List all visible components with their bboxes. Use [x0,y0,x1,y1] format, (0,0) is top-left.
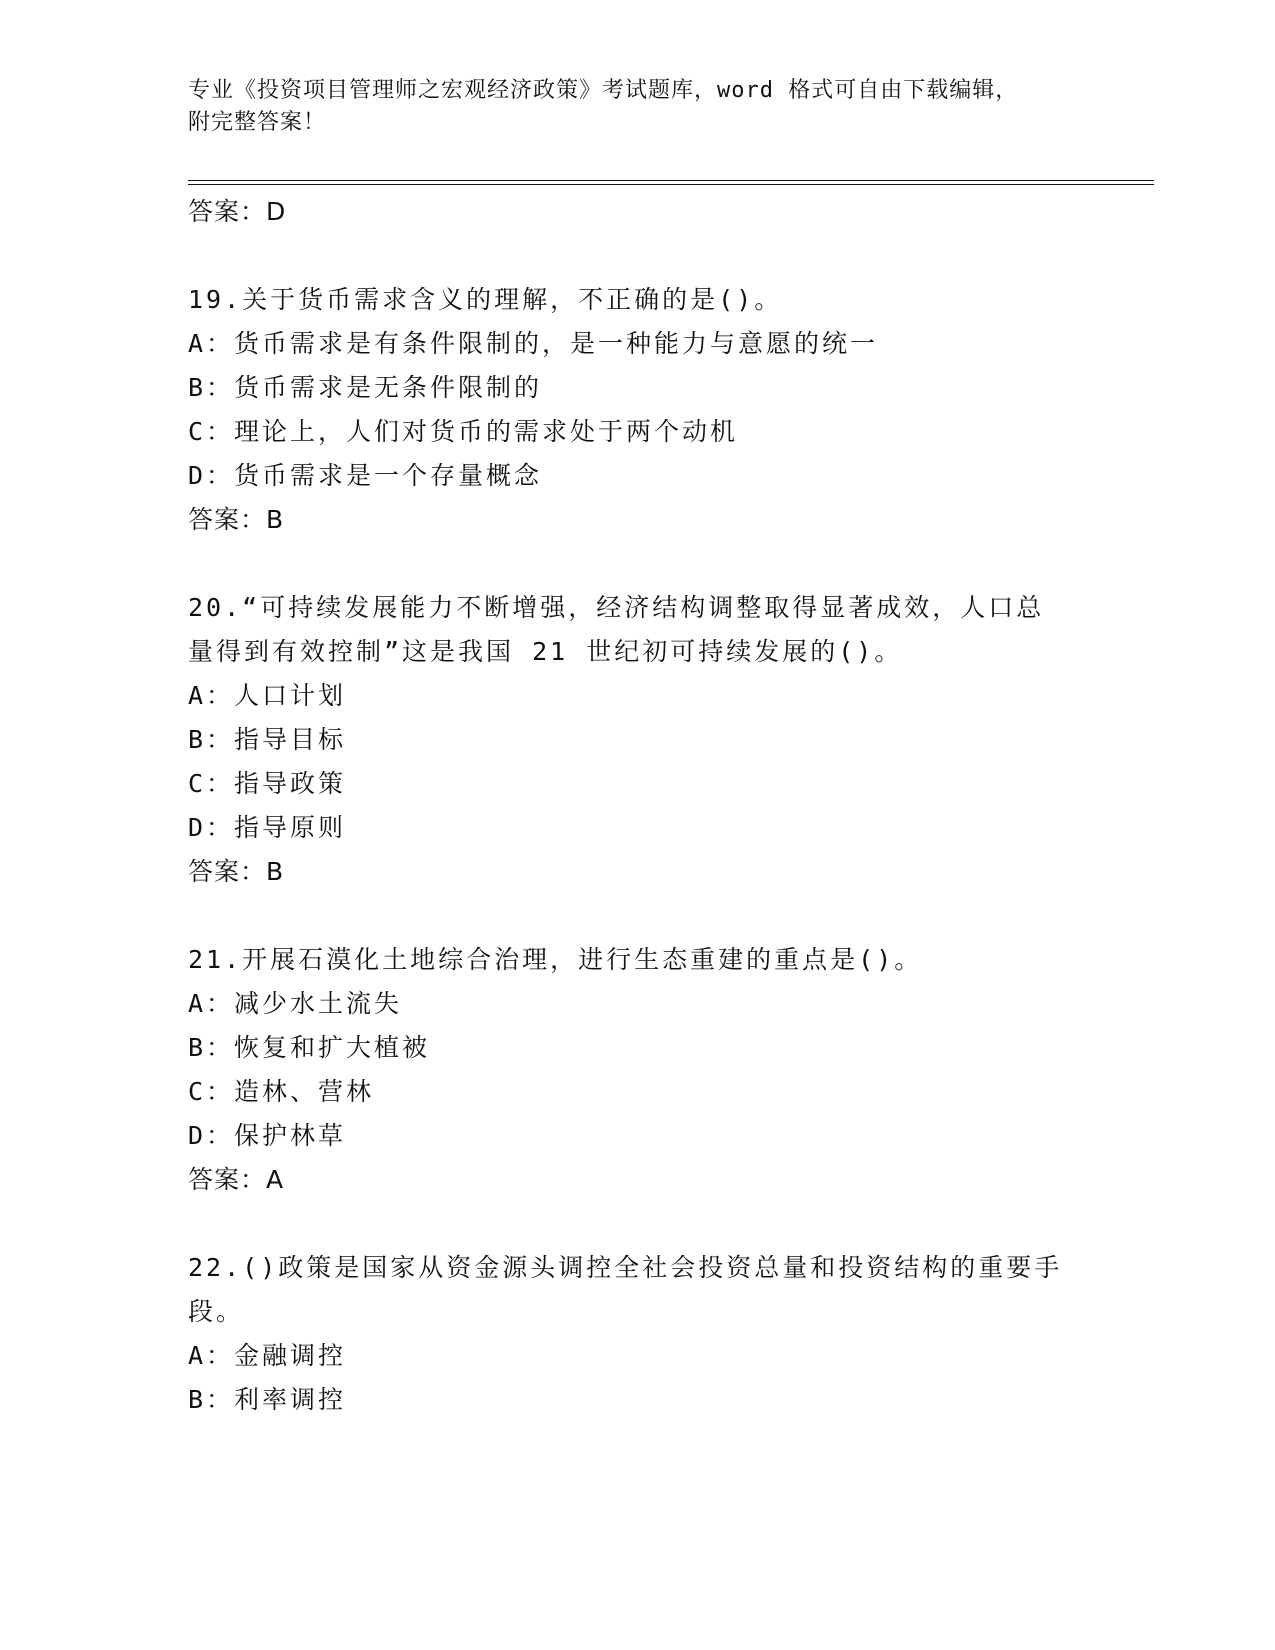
header-divider-top [188,180,1154,181]
question-21-option-a: A：减少水土流失 [188,989,403,1018]
answer-q19: 答案：B [188,505,285,534]
question-21-option-c: C：造林、营林 [188,1077,375,1106]
question-22-option-b: B：利率调控 [188,1385,347,1414]
question-22-stem-line-2: 段。 [188,1297,245,1326]
answer-q18: 答案：D [188,197,287,226]
answer-q21: 答案：A [188,1165,285,1194]
question-22-option-a: A：金融调控 [188,1341,347,1370]
question-20-stem-line-2: 量得到有效控制”这是我国 21 世纪初可持续发展的()。 [188,637,903,666]
question-20-option-c: C：指导政策 [188,769,347,798]
header-line-2: 附完整答案！ [188,110,327,135]
answer-q20: 答案：B [188,857,285,886]
question-19-option-d: D：货币需求是一个存量概念 [188,461,543,490]
question-20-option-d: D：指导原则 [188,813,347,842]
question-19-option-c: C：理论上，人们对货币的需求处于两个动机 [188,417,739,446]
header-line-1: 专业《投资项目管理师之宏观经济政策》考试题库，word 格式可自由下载编辑， [188,78,1019,103]
question-19-option-a: A：货币需求是有条件限制的，是一种能力与意愿的统一 [188,329,879,358]
header-divider-bottom [188,184,1154,185]
question-20-stem-line-1: 20.“可持续发展能力不断增强，经济结构调整取得显著成效，人口总 [188,593,1045,622]
question-20-option-b: B：指导目标 [188,725,347,754]
question-20-option-a: A：人口计划 [188,681,347,710]
document-header [188,75,1088,139]
question-21-stem: 21.开展石漠化土地综合治理，进行生态重建的重点是()。 [188,945,923,974]
question-19-stem: 19.关于货币需求含义的理解，不正确的是()。 [188,285,783,314]
question-22-stem-line-1: 22.()政策是国家从资金源头调控全社会投资总量和投资结构的重要手 [188,1253,1063,1282]
question-19-option-b: B：货币需求是无条件限制的 [188,373,543,402]
question-21-option-d: D：保护林草 [188,1121,347,1150]
question-21-option-b: B：恢复和扩大植被 [188,1033,431,1062]
